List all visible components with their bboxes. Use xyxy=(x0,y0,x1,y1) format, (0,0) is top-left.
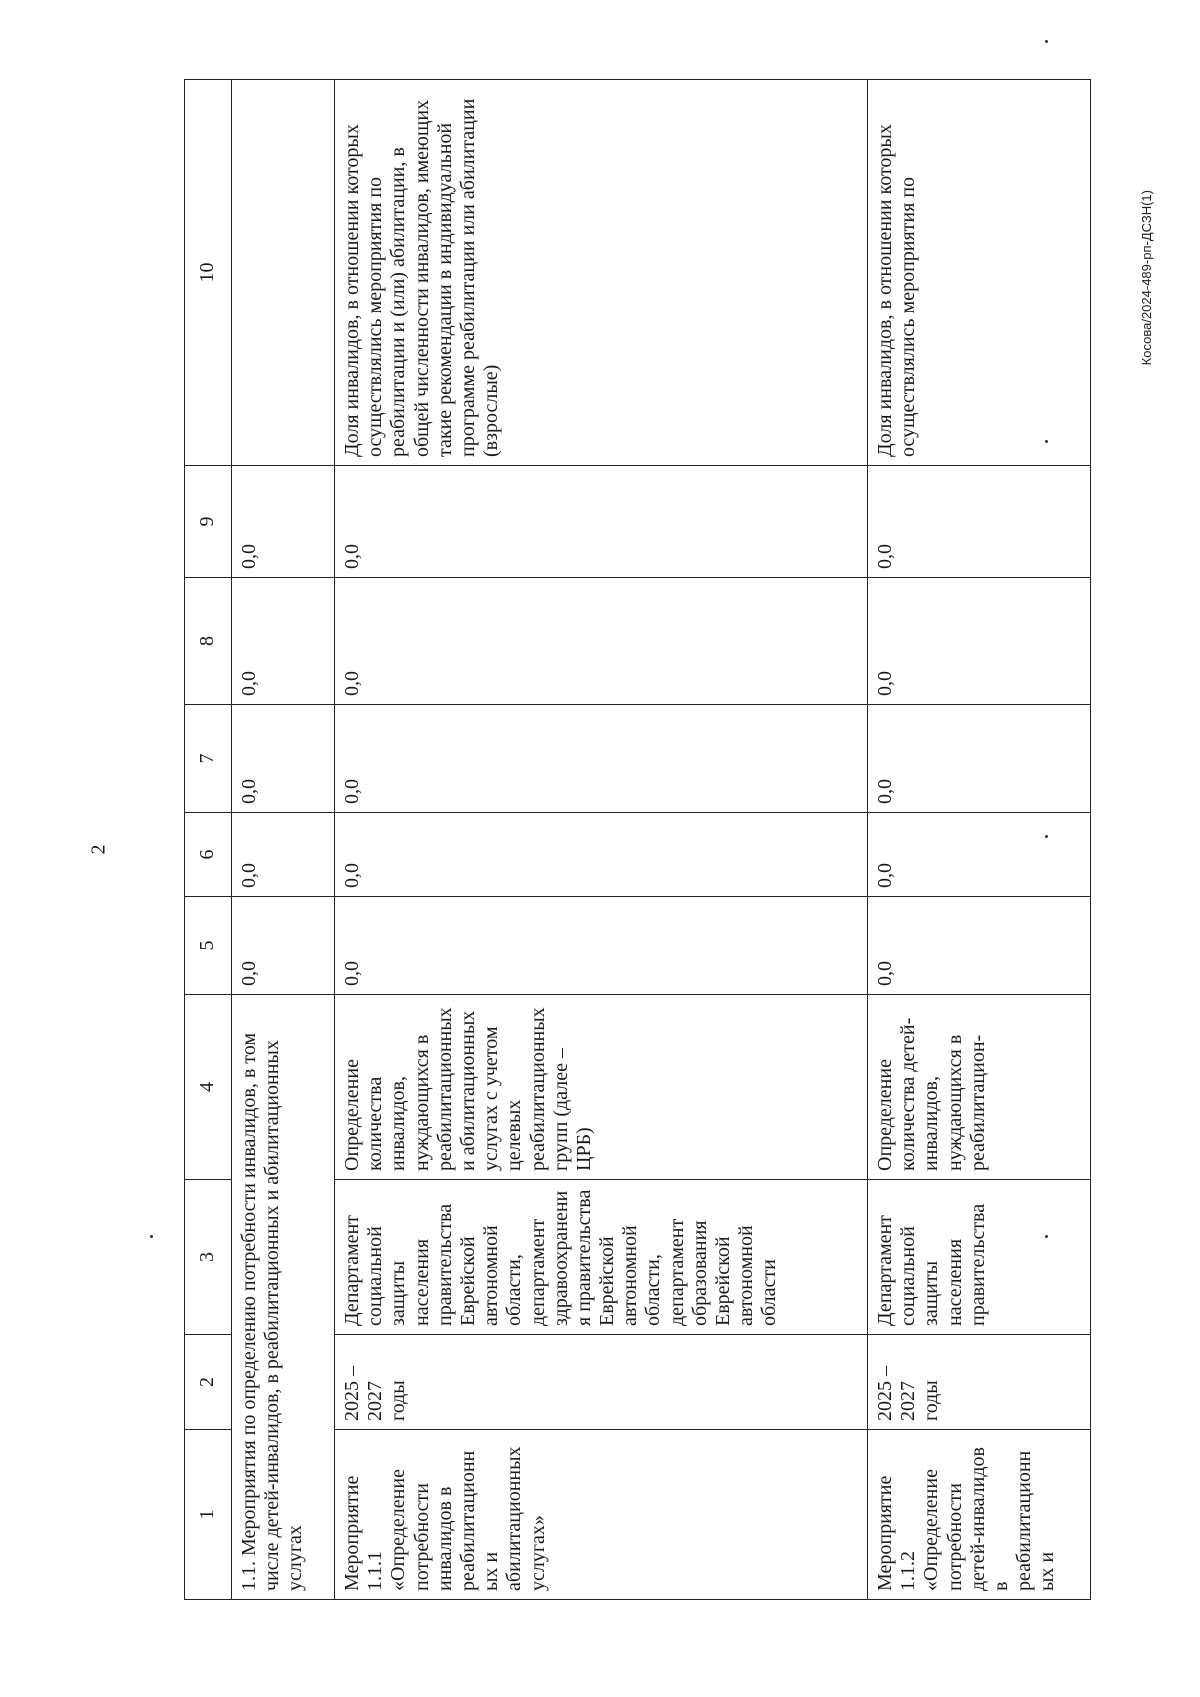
value-cell: 0,0 xyxy=(335,897,868,995)
col-header: 4 xyxy=(185,995,232,1180)
rotated-table-container xyxy=(184,80,1084,1600)
col-header: 6 xyxy=(185,813,232,897)
table-row xyxy=(868,80,1091,1600)
value-cell: 0,0 xyxy=(232,705,335,813)
measures-table xyxy=(184,79,1091,1600)
col-header: 3 xyxy=(185,1180,232,1335)
value-cell: 0,0 xyxy=(335,813,868,897)
period-cell: 2025 – 2027 годы xyxy=(868,1335,1091,1430)
value-cell: 0,0 xyxy=(868,466,1091,578)
period-cell: 2025 – 2027 годы xyxy=(335,1335,868,1430)
value-cell: 0,0 xyxy=(868,813,1091,897)
value-cell: 0,0 xyxy=(868,897,1091,995)
value-cell: 0,0 xyxy=(232,578,335,705)
col-header: 2 xyxy=(185,1335,232,1430)
col-header: 1 xyxy=(185,1430,232,1600)
value-cell: 0,0 xyxy=(232,897,335,995)
scan-speck xyxy=(1045,40,1048,43)
table-row xyxy=(335,80,868,1600)
col-header: 10 xyxy=(185,80,232,466)
value-cell: 0,0 xyxy=(232,813,335,897)
scan-speck xyxy=(150,1235,153,1238)
value-cell: 0,0 xyxy=(232,466,335,578)
value-cell: 0,0 xyxy=(868,705,1091,813)
executor-cell: Департамент социальной защиты населения правительства xyxy=(868,1180,1091,1335)
column-number-row xyxy=(185,80,232,1600)
section-title: 1.1. Мероприятия по определению потребности инвалидов, в том числе детей-инвалидов, в реабилитационных и абилитационных услугах xyxy=(232,995,335,1600)
executor-cell: Департамент социальной защиты населения правительства Еврейской автономной области, департамент здравоохранения правительства Еврейской автономной области, департамент образования Еврейской автономной области xyxy=(335,1180,868,1335)
document-stamp: Косова/2024-489-рп-ДСЗН(1) xyxy=(1139,190,1154,366)
col-header: 7 xyxy=(185,705,232,813)
value-cell: 0,0 xyxy=(335,466,868,578)
section-row xyxy=(232,80,335,1600)
col-header: 9 xyxy=(185,466,232,578)
value-cell: 0,0 xyxy=(335,578,868,705)
col-header: 5 xyxy=(185,897,232,995)
indicator-cell: Доля инвалидов, в отношении которых осуществлялись мероприятия по реабилитации и (или) абилитации, в общей численности инвалидов, имеющих такие рекомендации в индивидуальной программе реабилитации или абилитации (взрослые) xyxy=(335,80,868,466)
page-number: 2 xyxy=(87,844,110,855)
col-header: 8 xyxy=(185,578,232,705)
indicator-cell: Доля инвалидов, в отношении которых осуществлялись мероприятия по xyxy=(868,80,1091,466)
value-cell: 0,0 xyxy=(868,578,1091,705)
measure-name: Мероприятие 1.1.2 «Определение потребности детей-инвалидов в реабилитационных и xyxy=(868,1430,1091,1600)
indicator-cell xyxy=(232,80,335,466)
result-cell: Определение количества инвалидов, нуждающихся в реабилитационных и абилитационных услугах с учетом целевых реабилитационных групп (далее – ЦРБ) xyxy=(335,995,868,1180)
value-cell: 0,0 xyxy=(335,705,868,813)
measure-name: Мероприятие 1.1.1 «Определение потребности инвалидов в реабилитационных и абилитационных услугах» xyxy=(335,1430,868,1600)
result-cell: Определение количества детей-инвалидов, нуждающихся в реабилитацион- xyxy=(868,995,1091,1180)
